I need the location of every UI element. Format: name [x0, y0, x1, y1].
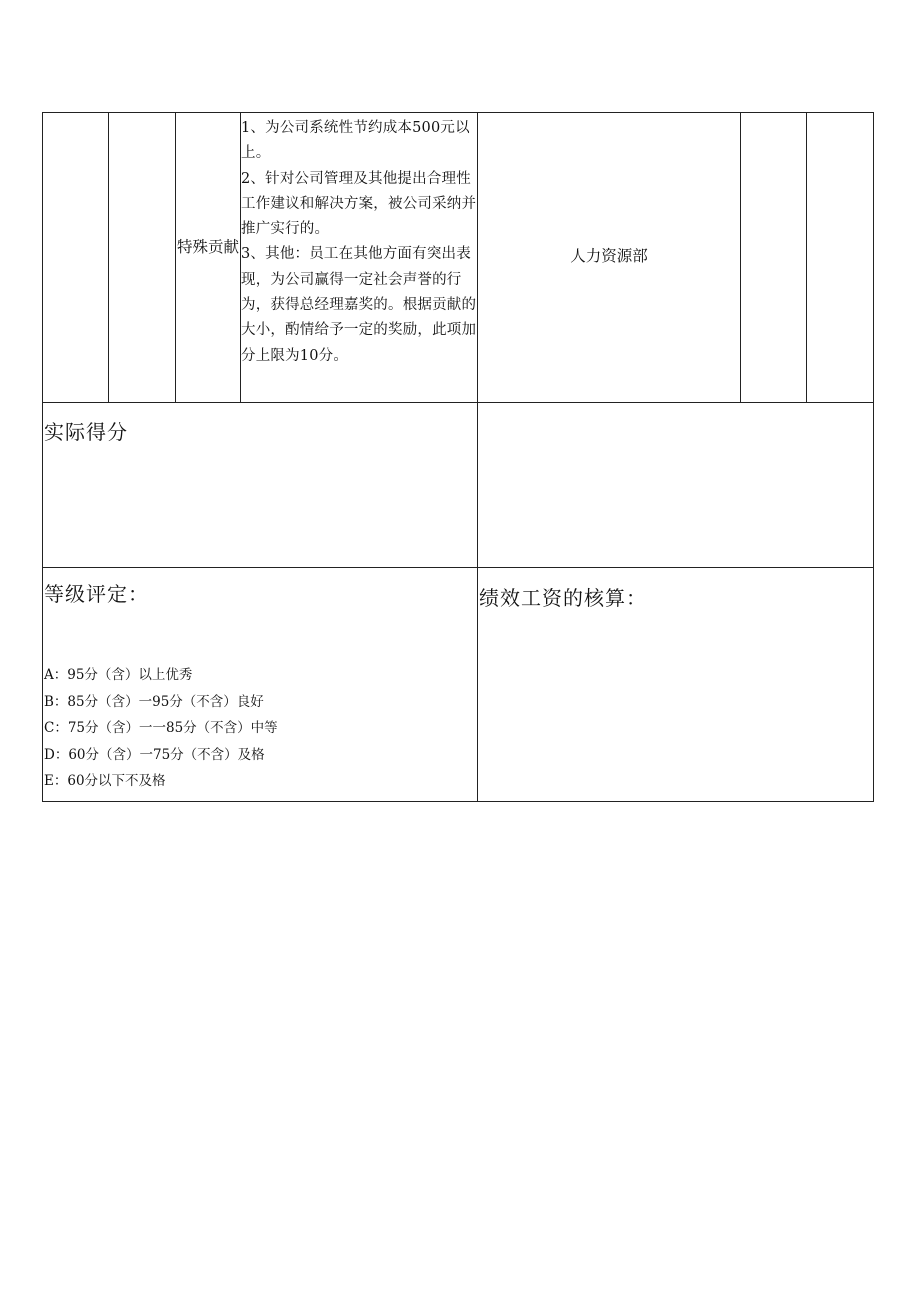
table-divider-mid: [477, 112, 478, 802]
criteria-cell: [241, 116, 477, 369]
table-border-row2-bottom: [42, 567, 874, 568]
grade-level-b: B：85分（含）一95分（不含）良好: [44, 693, 264, 710]
criteria-item-3: 3、其他：员工在其他方面有突出表现，为公司赢得一定社会声誉的行为，获得总经理嘉奖的。根据贡献的大小，酌情给予一定的奖励，此项加分上限为10分。: [241, 246, 477, 364]
department-cell: 人力资源部: [570, 247, 648, 265]
actual-score-label: 实际得分: [44, 420, 128, 444]
table-border-top: [42, 112, 874, 113]
table-border-row1-bottom: [42, 402, 874, 403]
table-col-divider-6: [806, 112, 807, 403]
criteria-item-2: 2、针对公司管理及其他提出合理性工作建议和解决方案，被公司采纳并推广实行的。: [241, 170, 477, 238]
table-border-bottom: [42, 801, 874, 802]
table-border-left: [42, 112, 43, 802]
grade-levels-list: [44, 662, 278, 795]
grade-level-a: A：95分（含）以上优秀: [44, 667, 193, 683]
grade-level-d: D：60分（含）一75分（不含）及格: [44, 746, 265, 763]
criteria-item-1: 1、为公司系统性节约成本500元以上。: [241, 120, 470, 162]
pay-calculation-label: 绩效工资的核算：: [479, 586, 647, 610]
table-border-right: [873, 112, 874, 802]
table-col-divider-1: [108, 112, 109, 403]
grade-label: 等级评定：: [44, 582, 149, 606]
table-col-divider-5: [740, 112, 741, 403]
grade-level-c: C：75分（含）一一85分（不含）中等: [44, 720, 278, 736]
category-cell: 特殊贡献: [176, 238, 239, 256]
grade-level-e: E：60分以下不及格: [44, 773, 166, 789]
